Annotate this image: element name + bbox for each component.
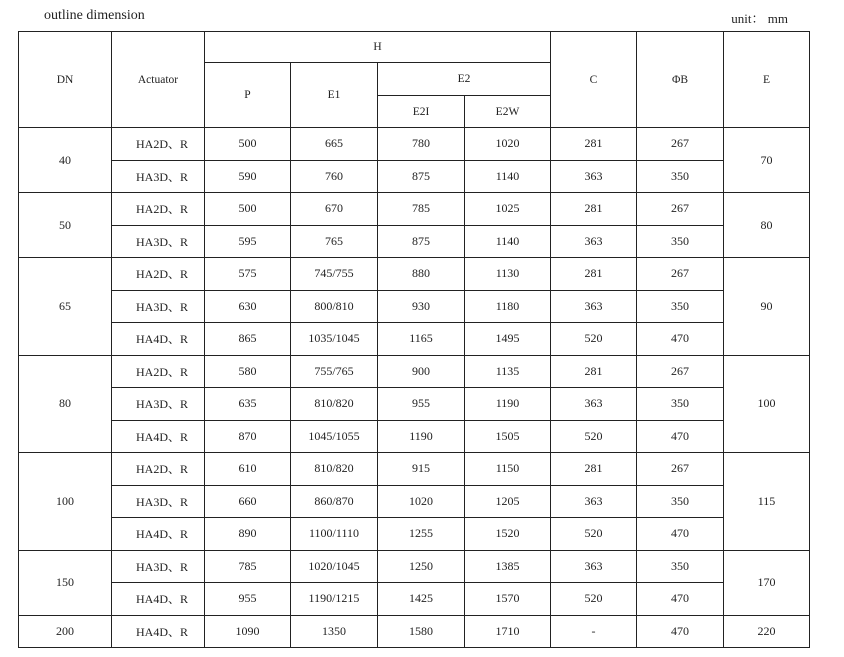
e2w-cell: 1140: [465, 225, 551, 258]
e-cell: 100: [724, 355, 810, 453]
phib-cell: 267: [637, 193, 724, 226]
c-cell: 363: [551, 290, 637, 323]
actuator-cell: HA2D、R: [112, 258, 205, 291]
e2w-cell: 1505: [465, 420, 551, 453]
e1-cell: 745/755: [291, 258, 378, 291]
dn-cell: 100: [19, 453, 112, 551]
c-cell: 520: [551, 420, 637, 453]
e2w-cell: 1190: [465, 388, 551, 421]
c-cell: 281: [551, 128, 637, 161]
header-e: E: [724, 32, 810, 128]
e1-cell: 810/820: [291, 453, 378, 486]
dn-cell: 65: [19, 258, 112, 356]
e2w-cell: 1025: [465, 193, 551, 226]
e2w-cell: 1205: [465, 485, 551, 518]
e2i-cell: 875: [378, 225, 465, 258]
e1-cell: 1045/1055: [291, 420, 378, 453]
e1-cell: 800/810: [291, 290, 378, 323]
header-e2w: E2W: [465, 96, 551, 128]
e2i-cell: 1580: [378, 615, 465, 648]
table-row: [19, 550, 810, 583]
e1-cell: 665: [291, 128, 378, 161]
phib-cell: 470: [637, 615, 724, 648]
phib-cell: 350: [637, 225, 724, 258]
e1-cell: 860/870: [291, 485, 378, 518]
c-cell: 363: [551, 485, 637, 518]
table-row: [19, 193, 810, 226]
header-actuator: Actuator: [112, 32, 205, 128]
e2i-cell: 780: [378, 128, 465, 161]
p-cell: 785: [205, 550, 291, 583]
e2i-cell: 785: [378, 193, 465, 226]
table-row: [19, 160, 810, 193]
c-cell: 520: [551, 323, 637, 356]
actuator-cell: HA2D、R: [112, 453, 205, 486]
e2w-cell: 1130: [465, 258, 551, 291]
header-phib: ΦB: [637, 32, 724, 128]
e2i-cell: 915: [378, 453, 465, 486]
e-cell: 90: [724, 258, 810, 356]
e1-cell: 810/820: [291, 388, 378, 421]
phib-cell: 470: [637, 323, 724, 356]
header-e2: E2: [378, 63, 551, 96]
e2w-cell: 1020: [465, 128, 551, 161]
table-row: [19, 518, 810, 551]
actuator-cell: HA3D、R: [112, 225, 205, 258]
p-cell: 580: [205, 355, 291, 388]
e2i-cell: 900: [378, 355, 465, 388]
e1-cell: 1035/1045: [291, 323, 378, 356]
dn-cell: 40: [19, 128, 112, 193]
e2w-cell: 1520: [465, 518, 551, 551]
table-header: [19, 32, 810, 128]
phib-cell: 350: [637, 550, 724, 583]
p-cell: 870: [205, 420, 291, 453]
e2w-cell: 1495: [465, 323, 551, 356]
dimension-table: [18, 31, 810, 648]
actuator-cell: HA3D、R: [112, 550, 205, 583]
e2i-cell: 1250: [378, 550, 465, 583]
actuator-cell: HA3D、R: [112, 290, 205, 323]
c-cell: 363: [551, 550, 637, 583]
e2w-cell: 1570: [465, 583, 551, 616]
e1-cell: 1190/1215: [291, 583, 378, 616]
phib-cell: 350: [637, 160, 724, 193]
p-cell: 955: [205, 583, 291, 616]
phib-cell: 267: [637, 355, 724, 388]
table-row: [19, 225, 810, 258]
phib-cell: 350: [637, 388, 724, 421]
c-cell: 281: [551, 453, 637, 486]
p-cell: 865: [205, 323, 291, 356]
p-cell: 500: [205, 193, 291, 226]
header-c: C: [551, 32, 637, 128]
p-cell: 635: [205, 388, 291, 421]
e-cell: 115: [724, 453, 810, 551]
e2w-cell: 1710: [465, 615, 551, 648]
c-cell: 281: [551, 193, 637, 226]
c-cell: -: [551, 615, 637, 648]
actuator-cell: HA2D、R: [112, 193, 205, 226]
p-cell: 890: [205, 518, 291, 551]
c-cell: 363: [551, 388, 637, 421]
phib-cell: 470: [637, 420, 724, 453]
c-cell: 281: [551, 355, 637, 388]
e1-cell: 1100/1110: [291, 518, 378, 551]
header-h: H: [205, 32, 551, 63]
table-row: [19, 290, 810, 323]
c-cell: 520: [551, 518, 637, 551]
c-cell: 363: [551, 160, 637, 193]
actuator-cell: HA4D、R: [112, 518, 205, 551]
e1-cell: 755/765: [291, 355, 378, 388]
header-e2i: E2I: [378, 96, 465, 128]
e1-cell: 1020/1045: [291, 550, 378, 583]
dn-cell: 150: [19, 550, 112, 615]
e1-cell: 1350: [291, 615, 378, 648]
p-cell: 610: [205, 453, 291, 486]
e2w-cell: 1385: [465, 550, 551, 583]
header-dn: DN: [19, 32, 112, 128]
e-cell: 70: [724, 128, 810, 193]
phib-cell: 267: [637, 453, 724, 486]
e2i-cell: 955: [378, 388, 465, 421]
e1-cell: 670: [291, 193, 378, 226]
actuator-cell: HA2D、R: [112, 128, 205, 161]
c-cell: 520: [551, 583, 637, 616]
e2i-cell: 1425: [378, 583, 465, 616]
e2w-cell: 1140: [465, 160, 551, 193]
p-cell: 630: [205, 290, 291, 323]
actuator-cell: HA3D、R: [112, 388, 205, 421]
p-cell: 1090: [205, 615, 291, 648]
actuator-cell: HA2D、R: [112, 355, 205, 388]
e-cell: 170: [724, 550, 810, 615]
c-cell: 281: [551, 258, 637, 291]
table-row: [19, 258, 810, 291]
p-cell: 590: [205, 160, 291, 193]
header-e1: E1: [291, 63, 378, 128]
e1-cell: 760: [291, 160, 378, 193]
table-body: [19, 128, 810, 648]
phib-cell: 267: [637, 128, 724, 161]
table-row: [19, 615, 810, 648]
e2i-cell: 1165: [378, 323, 465, 356]
table-row: [19, 388, 810, 421]
e2w-cell: 1150: [465, 453, 551, 486]
actuator-cell: HA4D、R: [112, 323, 205, 356]
phib-cell: 470: [637, 518, 724, 551]
dn-cell: 80: [19, 355, 112, 453]
phib-cell: 350: [637, 485, 724, 518]
c-cell: 363: [551, 225, 637, 258]
e2i-cell: 875: [378, 160, 465, 193]
table-row: [19, 355, 810, 388]
e-cell: 220: [724, 615, 810, 648]
dn-cell: 50: [19, 193, 112, 258]
phib-cell: 350: [637, 290, 724, 323]
table-row: [19, 128, 810, 161]
phib-cell: 267: [637, 258, 724, 291]
table-row: [19, 453, 810, 486]
p-cell: 595: [205, 225, 291, 258]
e1-cell: 765: [291, 225, 378, 258]
table-row: [19, 485, 810, 518]
actuator-cell: HA3D、R: [112, 485, 205, 518]
e2i-cell: 880: [378, 258, 465, 291]
table-row: [19, 323, 810, 356]
header-p: P: [205, 63, 291, 128]
table-row: [19, 420, 810, 453]
table-row: [19, 583, 810, 616]
document-title: outline dimension: [44, 8, 145, 23]
e2i-cell: 1190: [378, 420, 465, 453]
e2i-cell: 930: [378, 290, 465, 323]
actuator-cell: HA3D、R: [112, 160, 205, 193]
e2w-cell: 1180: [465, 290, 551, 323]
p-cell: 575: [205, 258, 291, 291]
actuator-cell: HA4D、R: [112, 420, 205, 453]
p-cell: 660: [205, 485, 291, 518]
actuator-cell: HA4D、R: [112, 583, 205, 616]
e2i-cell: 1020: [378, 485, 465, 518]
phib-cell: 470: [637, 583, 724, 616]
e2w-cell: 1135: [465, 355, 551, 388]
e2i-cell: 1255: [378, 518, 465, 551]
e-cell: 80: [724, 193, 810, 258]
p-cell: 500: [205, 128, 291, 161]
dn-cell: 200: [19, 615, 112, 648]
unit-label: unit： mm: [731, 11, 788, 26]
actuator-cell: HA4D、R: [112, 615, 205, 648]
